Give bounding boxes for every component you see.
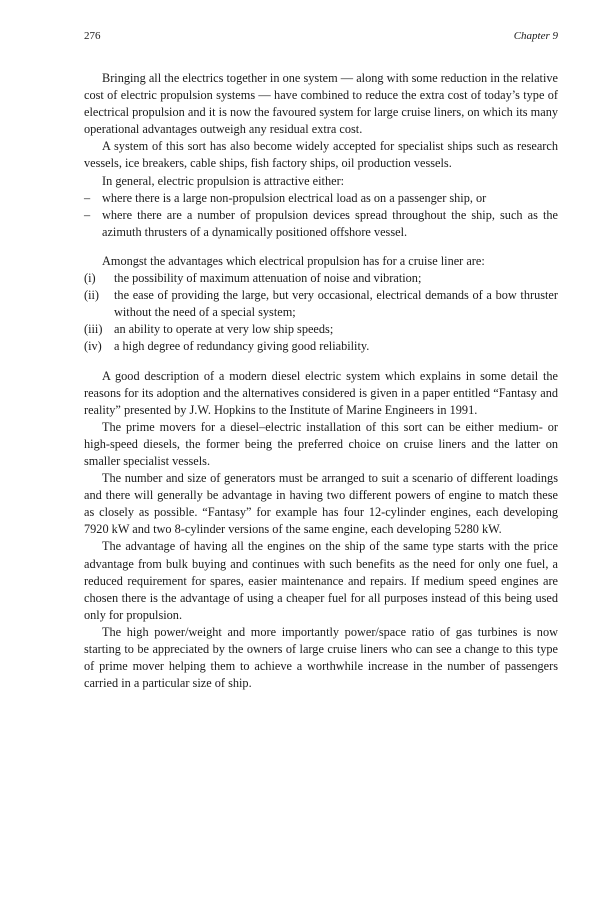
paragraph-6: The prime movers for a diesel–electric installation of this sort can be either medium- or high-speed diesels, the former being the preferred choice on cruise liners and the latter on smaller specialist vessels. (84, 419, 558, 468)
numbered-list (84, 270, 558, 355)
list-marker: (i) (84, 271, 96, 286)
list-item-text: a high degree of redundancy giving good reliability. (114, 339, 370, 354)
list-marker: (ii) (84, 288, 100, 303)
dash-list (84, 190, 558, 241)
paragraph-5: A good description of a modern diesel electric system which explains in some detail the reasons for its adoption and the alternatives considered is given in a paper entitled “Fantasy and reality” presented by J.W. Hopkins to the Institute of Marine Engineers in 1991. (84, 368, 558, 417)
list-item (84, 190, 558, 207)
list-item-text: where there are a number of propulsion devices spread throughout the ship, such as the azimuth thrusters of a dynamically positioned offshore vessel. (102, 207, 558, 239)
list-item (84, 321, 558, 338)
list-item-text: where there is a large non-propulsion electrical load as on a passenger ship, or (102, 190, 487, 205)
list-item-text: the possibility of maximum attenuation of noise and vibration; (114, 271, 422, 286)
list-marker: – (84, 207, 91, 222)
list-item (84, 270, 558, 287)
list-marker: (iii) (84, 322, 103, 337)
list-item (84, 207, 558, 241)
paragraph-7: The number and size of generators must be arranged to suit a scenario of different loadings and there will generally be advantage in having two different powers of engine to match these as closely as possible. “Fantasy” for example has four 12-cylinder engines, each developing 7920 kW and two 8-cylinder versions of the same engine, each developing 5280 kW. (84, 471, 558, 537)
paragraph-4: Amongst the advantages which electrical propulsion has for a cruise liner are: (102, 253, 485, 268)
paragraph-2: A system of this sort has also become widely accepted for specialist ships such as research vessels, ice breakers, cable ships, fish factory ships, oil production vessels. (84, 139, 558, 171)
body-text (84, 70, 558, 692)
page-number: 276 (84, 30, 101, 42)
paragraph-9: The high power/weight and more importantly power/space ratio of gas turbines is now starting to be appreciated by the owners of large cruise liners who can see a change to this type of prime mover helping them to achieve a worthwhile increase in the number of passengers carried in a particular size of ship. (84, 624, 558, 691)
paragraph-3: In general, electric propulsion is attractive either: (102, 173, 345, 188)
chapter-title: Chapter 9 (513, 30, 558, 42)
page-header (84, 29, 558, 43)
list-item-text: an ability to operate at very low ship speeds; (114, 322, 334, 337)
list-marker: – (84, 190, 91, 205)
list-item-text: the ease of providing the large, but very occasional, electrical demands of a bow thruster without the need of a special system; (114, 288, 558, 320)
list-item (84, 287, 558, 321)
list-marker: (iv) (84, 339, 102, 354)
paragraph-1: Bringing all the electrics together in one system — along with some reduction in the relative cost of electric propulsion systems — have combined to reduce the extra cost of today’s type of electrical propulsion and it is now the favoured system for large cruise liners, on which its many operational advantages outweigh any residual extra cost. (84, 71, 558, 137)
list-item (84, 338, 558, 355)
paragraph-8: The advantage of having all the engines on the ship of the same type starts with the price advantage from bulk buying and continues with such benefits as the need for only one fuel, a reduced requirement for spares, easier maintenance and repairs. If medium speed engines are chosen there is the advantage of using a cheaper fuel for all purposes instead of this being used only for propulsion. (84, 539, 558, 622)
